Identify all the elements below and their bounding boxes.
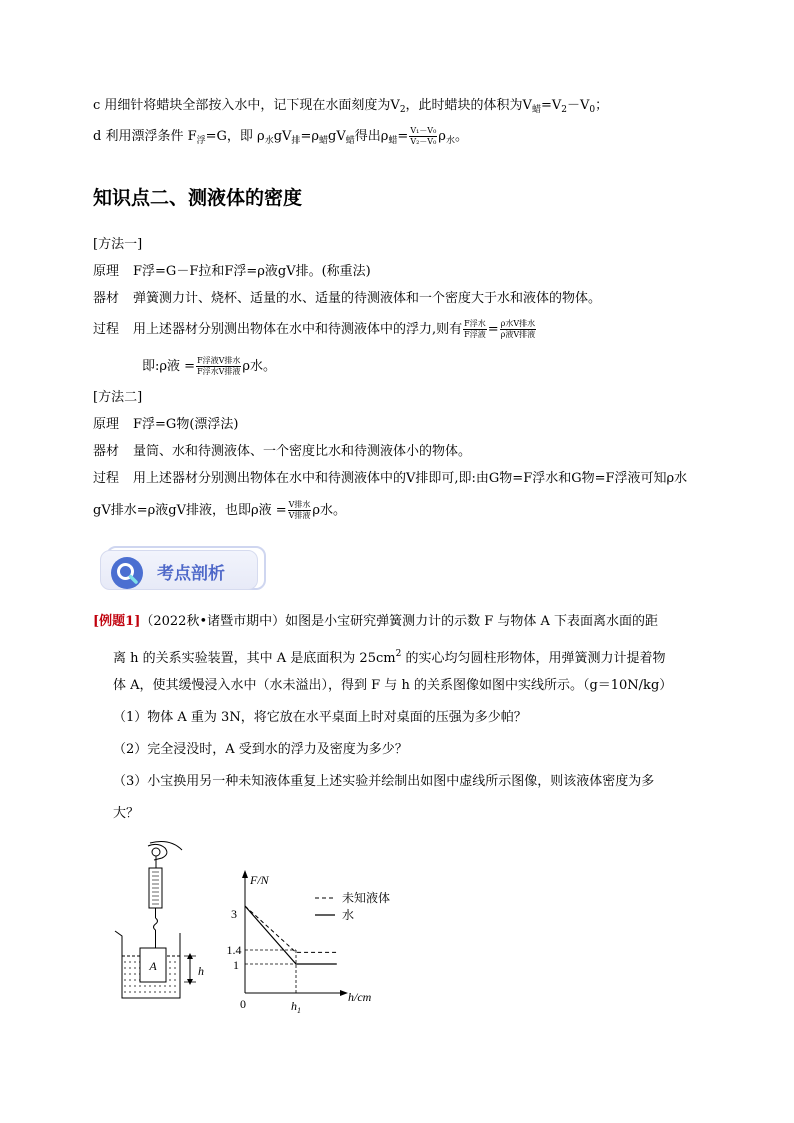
block-a-label: A [149,959,157,973]
experiment-figure [110,838,410,1022]
method1-result: 即:ρ液 = $\frac{\text{F浮液V排水}}{\text{F浮水V排液}}$ ρ水。 [142,356,277,376]
method2-heading: [方法二] [93,390,143,405]
method1-principle: 原理 F浮=G－F拉和F浮=ρ液gV排。(称重法) [93,264,371,279]
y-tick-1-4: 1.4 [226,943,242,957]
legend-water: 水 [342,908,355,922]
origin-label: 0 [240,997,246,1011]
badge-label: 考点剖析 [157,564,225,584]
example-line-3: 体 A，使其缓慢浸入水中（水未溢出），得到 F 与 h 的关系图像如图中实线所示。（g＝10N/kg） [113,678,673,693]
question-3: （3）小宝换用另一种未知液体重复上述实验并绘制出如图中虚线所示图像，则该液体密度为多 [113,774,655,789]
fraction: $\frac{\text{V排水}}{\text{V排液}}$ [288,500,311,520]
question-3-cont: 大？ [113,806,140,821]
method1-equipment: 器材 弹簧测力计、烧杯、适量的水、适量的待测液体和一个密度大于水和液体的物体。 [93,291,602,306]
fraction: $\frac{\text{ρ水V排水}}{\text{ρ液V排液}}$ [500,319,536,339]
section-title: 知识点二、测液体的密度 [93,187,303,209]
fraction: $\frac{\text{V₁－V₀}}{\text{V₂－V₀}}$ [410,126,437,146]
spring-scale-apparatus [115,842,204,998]
method1-process: 过程 用上述器材分别测出物体在水中和待测液体中的浮力,则有 $\frac{\text{F浮水}}{\text{F浮液}}$ = $\frac{\text{ρ水V排水}}{\text{ρ液V排液}}$ [93,319,536,339]
question-2: （2）完全浸没时，A 受到水的浮力及密度为多少？ [113,742,408,757]
method2-process: 过程 用上述器材分别测出物体在水中和待测液体中的V排即可,即:由G物=F浮水和G物=F浮液可知ρ水 [93,471,688,486]
example-line-1: [例题1]（2022秋•诸暨市期中）如图是小宝研究弹簧测力计的示数 F 与物体 A 下表面离水面的距 [93,614,659,629]
method2-equipment: 器材 量筒、水和待测液体、一个密度比水和待测液体小的物体。 [93,444,472,459]
method2-result: gV排水=ρ液gV排液，也即ρ液 = $\frac{\text{V排水}}{\text{V排液}}$ ρ水。 [93,500,347,520]
h-label: h [198,964,204,978]
fraction: $\frac{\text{F浮水}}{\text{F浮液}}$ [464,319,486,339]
y-tick-3: 3 [231,907,237,921]
y-axis-label: F/N [250,873,269,887]
question-1: （1）物体 A 重为 3N，将它放在水平桌面上时对桌面的压强为多少帕？ [113,710,527,725]
f-h-chart [227,870,391,1015]
legend-unknown-liquid: 未知液体 [342,891,391,905]
exam-analysis-badge [96,544,262,596]
method2-principle: 原理 F浮=G物(漂浮法) [93,417,239,432]
series-unknown-liquid [245,906,337,952]
example-line-2: 离 h 的关系实验装置，其中 A 是底面积为 $25cm^2$ 的实心均匀圆柱形物体，用弹簧测力计提着物 [113,649,666,666]
step-c: c 用细针将蜡块全部按入水中，记下现在水面刻度为$V_2$，此时蜡块的体积为$V_蜡=V_2-V_0$； [93,98,609,115]
search-icon [110,556,144,594]
x-axis-label: h/cm [348,990,372,1004]
example-label: [例题1] [93,614,141,629]
figure-svg [110,838,410,1018]
fraction: $\frac{\text{F浮液V排水}}{\text{F浮水V排液}}$ [197,356,241,376]
y-tick-1: 1 [233,958,239,972]
method1-heading: [方法一] [93,237,143,252]
x-tick-h1: $h_1$ [291,999,301,1015]
step-d: d 利用漂浮条件 $F_浮=G$，即 $\rho_水gV_排=\rho_蜡gV_蜡$得出$\rho_蜡=$ $\frac{\text{V₁－V₀}}{\text{V₂－V₀}}$ $\rho_水$。 [93,126,468,146]
